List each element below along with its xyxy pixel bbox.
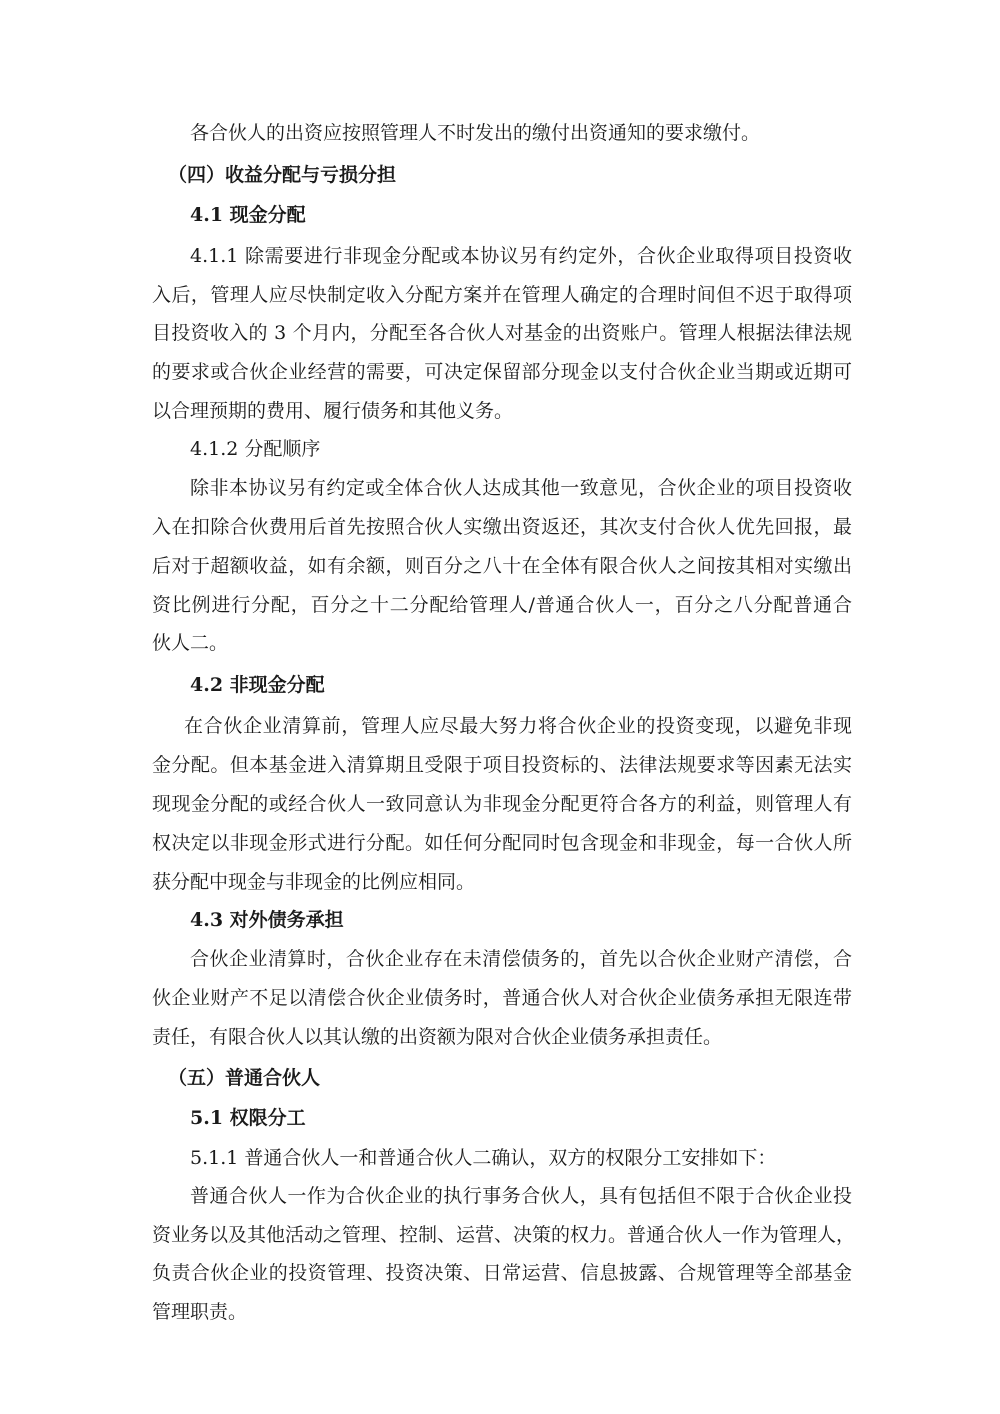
paragraph-line: 各合伙人的出资应按照管理人不时发出的缴付出资通知的要求缴付。 (190, 122, 761, 144)
subsection-heading: 4.3 对外债务承担 (190, 909, 344, 931)
paragraph-line: 资业务以及其他活动之管理、控制、运营、决策的权力。普通合伙人一作为管理人， (152, 1224, 856, 1246)
paragraph-line: 4.1.1 除需要进行非现金分配或本协议另有约定外，合伙企业取得项目投资收 (190, 245, 852, 267)
paragraph-line: 权决定以非现金形式进行分配。如任何分配同时包含现金和非现金，每一合伙人所 (152, 832, 852, 854)
section-heading: （四）收益分配与亏损分担 (168, 164, 397, 186)
paragraph-line: 5.1.1 普通合伙人一和普通合伙人二确认，双方的权限分工安排如下： (190, 1147, 777, 1169)
paragraph-line: 现现金分配的或经合伙人一致同意认为非现金分配更符合各方的利益，则管理人有 (152, 793, 852, 815)
paragraph-line: 管理职责。 (152, 1301, 248, 1323)
paragraph-line: 资比例进行分配，百分之十二分配给管理人/普通合伙人一，百分之八分配普通合 (152, 594, 852, 616)
paragraph-line: 负责合伙企业的投资管理、投资决策、日常运营、信息披露、合规管理等全部基金 (152, 1262, 852, 1284)
paragraph-line: 金分配。但本基金进入清算期且受限于项目投资标的、法律法规要求等因素无法实 (152, 754, 852, 776)
paragraph-line: 伙人二。 (152, 632, 229, 654)
paragraph-line: 责任，有限合伙人以其认缴的出资额为限对合伙企业债务承担责任。 (152, 1026, 723, 1048)
paragraph-line: 以合理预期的费用、履行债务和其他义务。 (152, 400, 514, 422)
paragraph-line: 获分配中现金与非现金的比例应相同。 (152, 871, 476, 893)
subsection-heading: 4.1 现金分配 (190, 204, 306, 226)
paragraph-line: 普通合伙人一作为合伙企业的执行事务合伙人，具有包括但不限于合伙企业投 (190, 1185, 852, 1207)
paragraph-line: 除非本协议另有约定或全体合伙人达成其他一致意见，合伙企业的项目投资收 (190, 477, 852, 499)
paragraph-line: 的要求或合伙企业经营的需要，可决定保留部分现金以支付合伙企业当期或近期可 (152, 361, 852, 383)
paragraph-line: 后对于超额收益，如有余额，则百分之八十在全体有限合伙人之间按其相对实缴出 (152, 555, 852, 577)
paragraph-line: 目投资收入的 3 个月内，分配至各合伙人对基金的出资账户。管理人根据法律法规 (152, 322, 852, 344)
paragraph-line: 4.1.2 分配顺序 (190, 438, 321, 460)
paragraph-line: 在合伙企业清算前，管理人应尽最大努力将合伙企业的投资变现，以避免非现 (184, 715, 852, 737)
subsection-heading: 4.2 非现金分配 (190, 674, 325, 696)
paragraph-line: 入在扣除合伙费用后首先按照合伙人实缴出资返还，其次支付合伙人优先回报，最 (152, 516, 852, 538)
paragraph-line: 入后，管理人应尽快制定收入分配方案并在管理人确定的合理时间但不迟于取得项 (152, 284, 852, 306)
paragraph-line: 合伙企业清算时，合伙企业存在未清偿债务的，首先以合伙企业财产清偿，合 (190, 948, 852, 970)
section-heading: （五）普通合伙人 (168, 1067, 321, 1089)
paragraph-line: 伙企业财产不足以清偿合伙企业债务时，普通合伙人对合伙企业债务承担无限连带 (152, 987, 852, 1009)
subsection-heading: 5.1 权限分工 (190, 1107, 306, 1129)
